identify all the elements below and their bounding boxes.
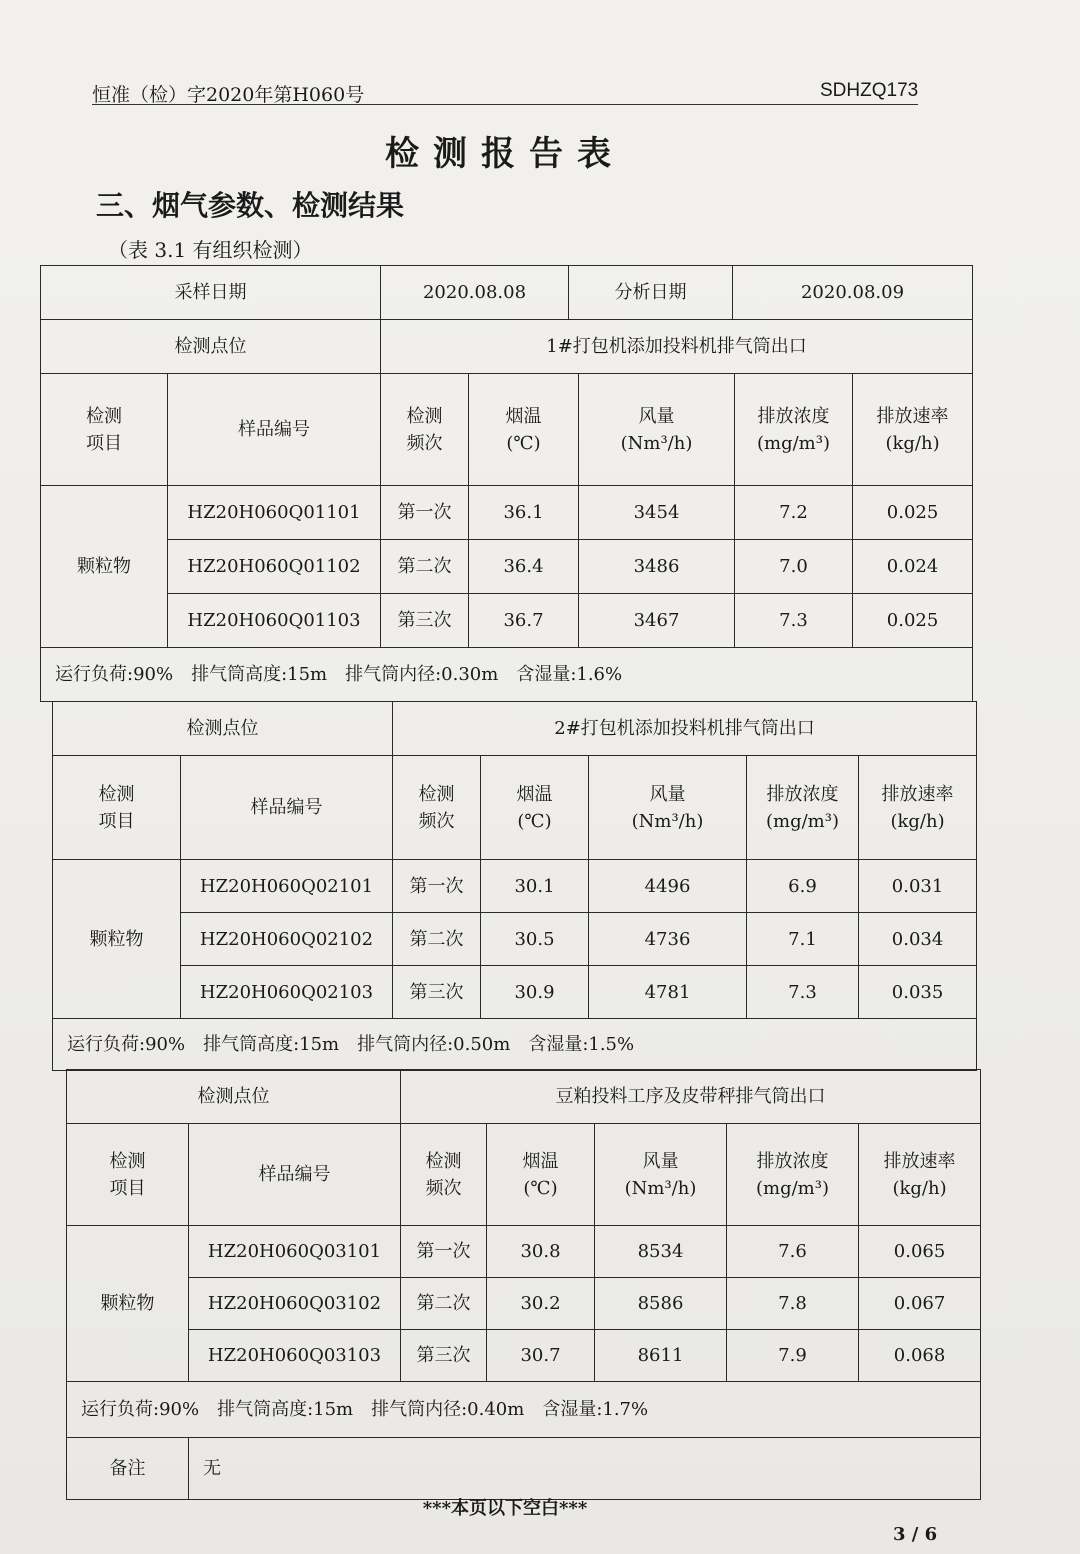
operating-params: 运行负荷:90% 排气筒高度:15m 排气筒内径:0.40m 含湿量:1.7% — [67, 1382, 981, 1438]
header-temp: 烟温 (℃) — [469, 374, 579, 486]
location-label: 检测点位 — [41, 320, 381, 374]
remarks-row — [67, 1438, 981, 1500]
emission-rate: 0.031 — [859, 860, 977, 913]
frequency: 第三次 — [401, 1330, 487, 1382]
emission-rate: 0.065 — [859, 1226, 981, 1278]
header-freq: 检测频次 — [401, 1124, 487, 1226]
concentration: 7.2 — [735, 486, 853, 540]
form-code: SDHZQ173 — [820, 80, 919, 101]
section-title: 三、烟气参数、检测结果 — [96, 189, 405, 222]
emission-rate: 0.034 — [859, 913, 977, 966]
operating-params-row — [53, 1019, 977, 1071]
flow-rate: 3467 — [579, 594, 735, 648]
location-value: 豆粕投料工序及皮带秤排气筒出口 — [401, 1070, 981, 1124]
header-temp: 烟温 (℃) — [487, 1124, 595, 1226]
column-header-row — [67, 1124, 981, 1226]
remarks-label: 备注 — [67, 1438, 189, 1500]
header-conc: 排放浓度 (mg/m³) — [747, 756, 859, 860]
flow-rate: 3486 — [579, 540, 735, 594]
header-flow: 风量 (Nm³/h) — [595, 1124, 727, 1226]
remarks-value: 无 — [189, 1438, 981, 1500]
header-item: 检测项目 — [41, 374, 168, 486]
header-sample: 样品编号 — [189, 1124, 401, 1226]
header-freq: 检测频次 — [393, 756, 481, 860]
flow-rate: 4781 — [589, 966, 747, 1019]
table-row — [53, 913, 977, 966]
emission-rate: 0.068 — [859, 1330, 981, 1382]
emission-rate: 0.035 — [859, 966, 977, 1019]
header-temp: 烟温 (℃) — [481, 756, 589, 860]
page-title: 检测报告表 — [385, 134, 625, 174]
concentration: 7.8 — [727, 1278, 859, 1330]
temperature: 36.4 — [469, 540, 579, 594]
sample-id: HZ20H060Q03103 — [189, 1330, 401, 1382]
location-value: 2#打包机添加投料机排气筒出口 — [393, 702, 977, 756]
concentration: 7.9 — [727, 1330, 859, 1382]
frequency: 第一次 — [381, 486, 469, 540]
operating-params-row — [67, 1382, 981, 1438]
header-item: 检测项目 — [53, 756, 181, 860]
location-label: 检测点位 — [53, 702, 393, 756]
frequency: 第一次 — [393, 860, 481, 913]
header-sample: 样品编号 — [181, 756, 393, 860]
item-name: 颗粒物 — [41, 486, 168, 648]
sample-id: HZ20H060Q01102 — [168, 540, 381, 594]
temperature: 30.7 — [487, 1330, 595, 1382]
location-row — [67, 1070, 981, 1124]
operating-params: 运行负荷:90% 排气筒高度:15m 排气筒内径:0.30m 含湿量:1.6% — [41, 648, 973, 702]
analysis-date-label: 分析日期 — [569, 266, 733, 320]
location-label: 检测点位 — [67, 1070, 401, 1124]
table-row — [53, 966, 977, 1019]
emission-rate: 0.067 — [859, 1278, 981, 1330]
analysis-date-value: 2020.08.09 — [733, 266, 973, 320]
frequency: 第二次 — [393, 913, 481, 966]
flow-rate: 8534 — [595, 1226, 727, 1278]
concentration: 7.3 — [735, 594, 853, 648]
concentration: 7.1 — [747, 913, 859, 966]
header-conc: 排放浓度 (mg/m³) — [735, 374, 853, 486]
column-header-row — [41, 374, 973, 486]
temperature: 30.2 — [487, 1278, 595, 1330]
location-row — [53, 702, 977, 756]
operating-params-row — [41, 648, 973, 702]
table-row — [67, 1226, 981, 1278]
frequency: 第三次 — [381, 594, 469, 648]
sample-id: HZ20H060Q02102 — [181, 913, 393, 966]
emission-rate: 0.025 — [853, 486, 973, 540]
frequency: 第三次 — [393, 966, 481, 1019]
block-2-table — [52, 701, 977, 1071]
item-name: 颗粒物 — [67, 1226, 189, 1382]
concentration: 7.3 — [747, 966, 859, 1019]
sample-id: HZ20H060Q02103 — [181, 966, 393, 1019]
header-conc: 排放浓度 (mg/m³) — [727, 1124, 859, 1226]
header-rate: 排放速率 (kg/h) — [853, 374, 973, 486]
header-freq: 检测频次 — [381, 374, 469, 486]
table-caption: （表 3.1 有组织检测） — [108, 238, 313, 262]
header-rate: 排放速率 (kg/h) — [859, 756, 977, 860]
flow-rate: 8611 — [595, 1330, 727, 1382]
location-row — [41, 320, 973, 374]
document-number: 恒准（检）字2020年第H060号 — [92, 84, 365, 106]
temperature: 36.1 — [469, 486, 579, 540]
table-row — [41, 486, 973, 540]
concentration: 7.6 — [727, 1226, 859, 1278]
temperature: 30.1 — [481, 860, 589, 913]
sampling-date-label: 采样日期 — [41, 266, 381, 320]
frequency: 第二次 — [401, 1278, 487, 1330]
sample-id: HZ20H060Q02101 — [181, 860, 393, 913]
emission-rate: 0.025 — [853, 594, 973, 648]
table-row — [67, 1278, 981, 1330]
emission-rate: 0.024 — [853, 540, 973, 594]
header-flow: 风量 (Nm³/h) — [579, 374, 735, 486]
table-row — [67, 1330, 981, 1382]
temperature: 30.8 — [487, 1226, 595, 1278]
column-header-row — [53, 756, 977, 860]
header-item: 检测项目 — [67, 1124, 189, 1226]
operating-params: 运行负荷:90% 排气筒高度:15m 排气筒内径:0.50m 含湿量:1.5% — [53, 1019, 977, 1071]
flow-rate: 3454 — [579, 486, 735, 540]
sample-id: HZ20H060Q01101 — [168, 486, 381, 540]
header-sample: 样品编号 — [168, 374, 381, 486]
table-row — [41, 594, 973, 648]
frequency: 第一次 — [401, 1226, 487, 1278]
sample-id: HZ20H060Q01103 — [168, 594, 381, 648]
flow-rate: 4736 — [589, 913, 747, 966]
item-name: 颗粒物 — [53, 860, 181, 1019]
concentration: 7.0 — [735, 540, 853, 594]
flow-rate: 4496 — [589, 860, 747, 913]
table-row — [41, 540, 973, 594]
table-row — [53, 860, 977, 913]
sampling-date-value: 2020.08.08 — [381, 266, 569, 320]
sample-id: HZ20H060Q03102 — [189, 1278, 401, 1330]
block-3-table — [66, 1069, 981, 1500]
location-value: 1#打包机添加投料机排气筒出口 — [381, 320, 973, 374]
sample-id: HZ20H060Q03101 — [189, 1226, 401, 1278]
concentration: 6.9 — [747, 860, 859, 913]
header-divider — [92, 104, 918, 105]
frequency: 第二次 — [381, 540, 469, 594]
blank-page-note: ***本页以下空白*** — [422, 1498, 588, 1519]
page-number: 3 / 6 — [893, 1524, 938, 1545]
temperature: 30.5 — [481, 913, 589, 966]
header-flow: 风量 (Nm³/h) — [589, 756, 747, 860]
flow-rate: 8586 — [595, 1278, 727, 1330]
date-table — [40, 265, 973, 320]
temperature: 30.9 — [481, 966, 589, 1019]
date-row — [41, 266, 973, 320]
header-rate: 排放速率 (kg/h) — [859, 1124, 981, 1226]
temperature: 36.7 — [469, 594, 579, 648]
block-1-table — [40, 319, 973, 702]
